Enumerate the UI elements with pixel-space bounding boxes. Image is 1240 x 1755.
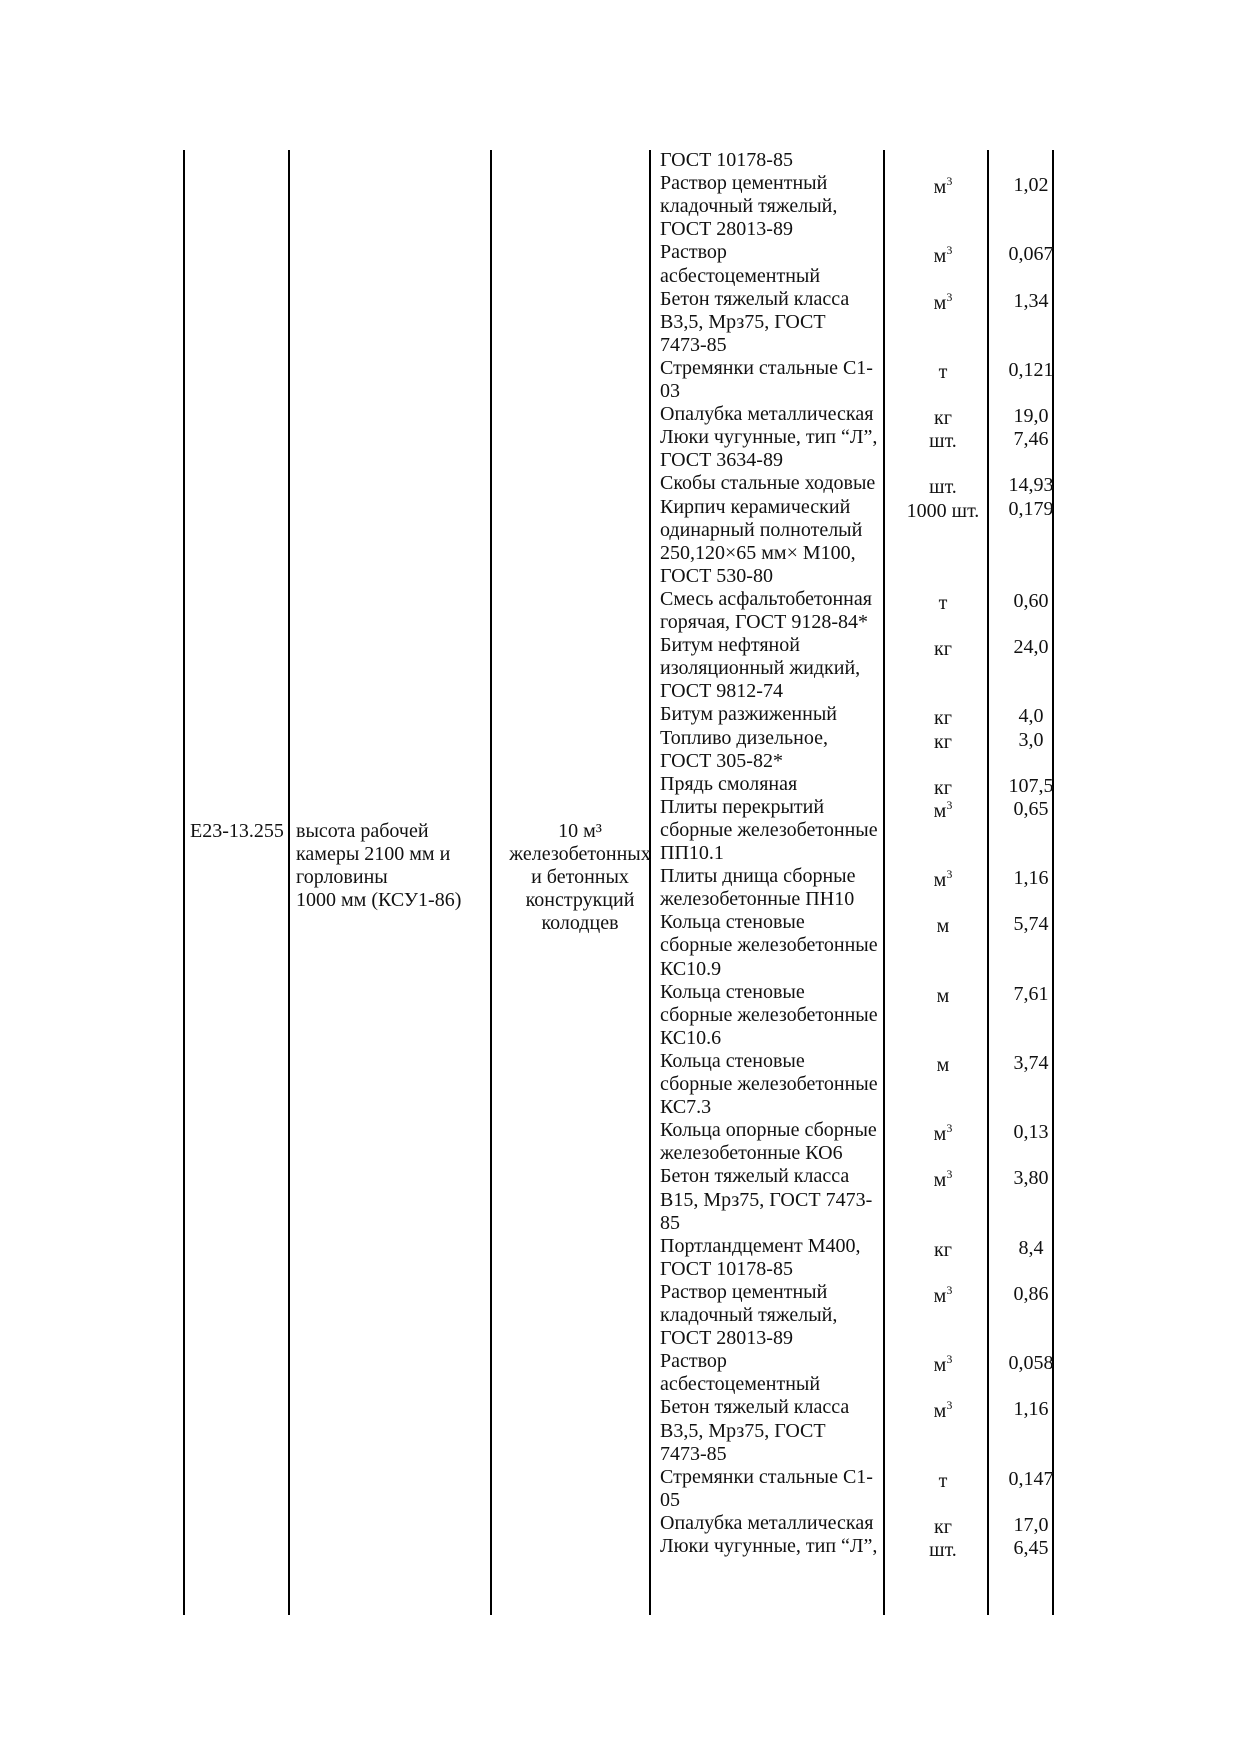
material-unit: кг: [934, 638, 952, 661]
material-unit: $м^3$: [933, 1282, 953, 1307]
material-name-line: Битум разжиженный: [660, 703, 837, 726]
material-quantity: 0,60: [1013, 589, 1049, 612]
material-name-line: Бетон тяжелый класса: [660, 287, 850, 310]
material-name-line: ГОСТ 28013-89: [660, 1327, 793, 1350]
material-quantity: 0,86: [1013, 1282, 1049, 1305]
material-unit: т: [938, 591, 948, 614]
material-quantity: 17,0: [1013, 1513, 1049, 1536]
material-name-line: КС7.3: [660, 1096, 712, 1119]
material-name-line: Люки чугунные, тип “Л”,: [660, 1535, 878, 1557]
material-quantity: 3,80: [1013, 1167, 1049, 1190]
material-name-line: ГОСТ 9812-74: [660, 680, 783, 703]
material-name-line: одинарный полнотелый: [660, 518, 863, 541]
material-name-line: сборные железобетонные: [660, 818, 878, 841]
material-unit: кг: [934, 776, 952, 799]
material-name-line: Плиты днища сборные: [660, 865, 856, 888]
material-name-line: кладочный тяжелый,: [660, 1304, 838, 1326]
material-quantity: 107,5: [1008, 774, 1054, 797]
material-name-line: Люки чугунные, тип “Л”,: [660, 426, 878, 449]
material-name-line: железобетонные КО6: [660, 1142, 843, 1165]
material-unit: кг: [934, 730, 952, 753]
material-quantity: 0,179: [1008, 497, 1054, 520]
entry-description-line: камеры 2100 мм и: [296, 843, 451, 865]
material-unit: м: [936, 1053, 950, 1076]
material-name-line: Раствор: [660, 241, 727, 264]
entry-code: Е23-13.255: [190, 820, 284, 842]
material-name-line: КС10.6: [660, 1026, 722, 1049]
material-quantity: 0,067: [1008, 243, 1054, 266]
material-name-line: Кольца стеновые: [660, 1049, 805, 1072]
material-name-line: сборные железобетонные: [660, 1003, 878, 1026]
material-name-line: горячая, ГОСТ 9128-84*: [660, 611, 869, 633]
material-unit: 1000 шт.: [906, 499, 980, 522]
material-name-line: ГОСТ 10178-85: [660, 1257, 793, 1280]
material-unit: шт.: [929, 430, 957, 453]
column-rule: [490, 150, 492, 1615]
material-quantity: 14,93: [1008, 474, 1054, 497]
material-unit: кг: [934, 1238, 952, 1261]
material-name-line: Стремянки стальные С1-: [660, 356, 873, 379]
entry-measure-line: конструкций: [525, 889, 635, 911]
material-unit: $м^3$: [933, 174, 953, 199]
material-unit: м: [936, 915, 950, 938]
entry-measure-line: железобетонных: [509, 843, 651, 865]
material-name-line: Портландцемент М400,: [660, 1234, 861, 1257]
material-name-line: 05: [660, 1488, 680, 1511]
material-name-line: В3,5, Мрз75, ГОСТ: [660, 1419, 826, 1442]
material-unit: кг: [934, 707, 952, 730]
material-unit: т: [938, 360, 948, 383]
material-name-line: КС10.9: [660, 957, 722, 980]
material-unit: кг: [934, 1515, 952, 1538]
material-quantity: 24,0: [1013, 636, 1049, 659]
material-name-line: железобетонные ПН10: [660, 888, 855, 911]
material-name-line: Топливо дизельное,: [660, 726, 828, 749]
material-name-line: ГОСТ 3634-89: [660, 449, 783, 472]
material-name-line: Бетон тяжелый класса: [660, 1396, 850, 1419]
material-quantity: 1,02: [1013, 174, 1049, 197]
material-unit: $м^3$: [933, 1352, 953, 1377]
material-name-line: ПП10.1: [660, 842, 724, 864]
material-quantity: 0,147: [1008, 1467, 1054, 1490]
material-name-line: Кольца стеновые: [660, 980, 805, 1003]
material-name-line: Опалубка металлическая: [660, 1511, 874, 1534]
material-name-line: Стремянки стальные С1-: [660, 1465, 873, 1488]
material-name-line: 85: [660, 1211, 680, 1234]
material-unit: шт.: [929, 1539, 957, 1561]
entry-measure-line: и бетонных: [531, 866, 629, 888]
material-name-line: Скобы стальные ходовые: [660, 472, 876, 495]
material-name-line: изоляционный жидкий,: [660, 657, 861, 680]
material-quantity: 4,0: [1018, 705, 1044, 728]
material-unit: $м^3$: [933, 867, 953, 892]
column-rule: [288, 150, 290, 1615]
column-rule: [883, 150, 885, 1615]
material-unit: $м^3$: [933, 289, 953, 314]
material-quantity: 6,45: [1013, 1537, 1049, 1559]
material-name-line: Раствор цементный: [660, 172, 828, 195]
entry-measure-line: колодцев: [541, 912, 619, 934]
material-quantity: 5,74: [1013, 913, 1049, 936]
material-unit: $м^3$: [933, 1167, 953, 1192]
material-name-line: 250,120×65 мм× М100,: [660, 541, 856, 564]
material-unit: $м^3$: [933, 1398, 953, 1423]
material-quantity: 19,0: [1013, 405, 1049, 428]
material-unit: м: [936, 984, 950, 1007]
material-name-line: Бетон тяжелый класса: [660, 1165, 850, 1188]
material-quantity: 1,16: [1013, 867, 1049, 890]
material-quantity: 7,46: [1013, 428, 1049, 451]
material-name-line: ГОСТ 28013-89: [660, 218, 793, 241]
material-name-line: ГОСТ 10178-85: [660, 149, 793, 171]
material-name-line: сборные железобетонные: [660, 1073, 878, 1095]
material-unit: $м^3$: [933, 1121, 953, 1146]
material-quantity: 3,0: [1018, 728, 1044, 751]
entry-description-line: 1000 мм (КСУ1-86): [296, 889, 462, 911]
column-rule: [183, 150, 185, 1615]
material-name-line: Прядь смоляная: [660, 772, 798, 795]
material-name-line: В3,5, Мрз75, ГОСТ: [660, 310, 826, 333]
material-quantity: 0,058: [1008, 1352, 1054, 1375]
material-name-line: Смесь асфальтобетонная: [660, 587, 872, 610]
entry-measure-line: 10 м³: [558, 820, 602, 842]
material-unit: $м^3$: [933, 797, 953, 822]
material-unit: $м^3$: [933, 243, 953, 268]
material-unit: т: [938, 1469, 948, 1492]
material-unit: кг: [934, 407, 952, 430]
material-quantity: 0,65: [1013, 797, 1049, 820]
material-name-line: Раствор цементный: [660, 1280, 828, 1303]
material-name-line: Кольца стеновые: [660, 911, 805, 934]
material-name-line: 03: [660, 380, 680, 402]
material-quantity: 8,4: [1018, 1236, 1044, 1259]
material-name-line: Плиты перекрытий: [660, 795, 825, 818]
material-name-line: Раствор: [660, 1350, 727, 1373]
material-name-line: Опалубка металлическая: [660, 403, 874, 426]
material-quantity: 3,74: [1013, 1051, 1049, 1074]
material-name-line: Кольца опорные сборные: [660, 1119, 877, 1142]
entry-description-line: высота рабочей: [296, 820, 429, 842]
material-name-line: ГОСТ 530-80: [660, 564, 773, 587]
material-quantity: 1,16: [1013, 1398, 1049, 1421]
material-name-line: ГОСТ 305-82*: [660, 749, 783, 772]
material-name-line: кладочный тяжелый,: [660, 195, 838, 218]
material-name-line: Кирпич керамический: [660, 495, 851, 518]
material-name-line: Битум нефтяной: [660, 634, 800, 657]
entry-description-line: горловины: [296, 866, 388, 888]
material-name-line: 7473-85: [660, 333, 727, 356]
material-quantity: 1,34: [1013, 289, 1049, 312]
material-unit: шт.: [929, 476, 957, 499]
material-quantity: 7,61: [1013, 982, 1049, 1005]
material-name-line: 7473-85: [660, 1442, 727, 1465]
material-name-line: сборные железобетонные: [660, 934, 878, 957]
material-quantity: 0,121: [1008, 358, 1054, 381]
material-name-line: асбестоцементный: [660, 264, 821, 287]
material-quantity: 0,13: [1013, 1121, 1049, 1144]
material-name-line: В15, Мрз75, ГОСТ 7473-: [660, 1188, 873, 1211]
material-name-line: асбестоцементный: [660, 1373, 821, 1396]
